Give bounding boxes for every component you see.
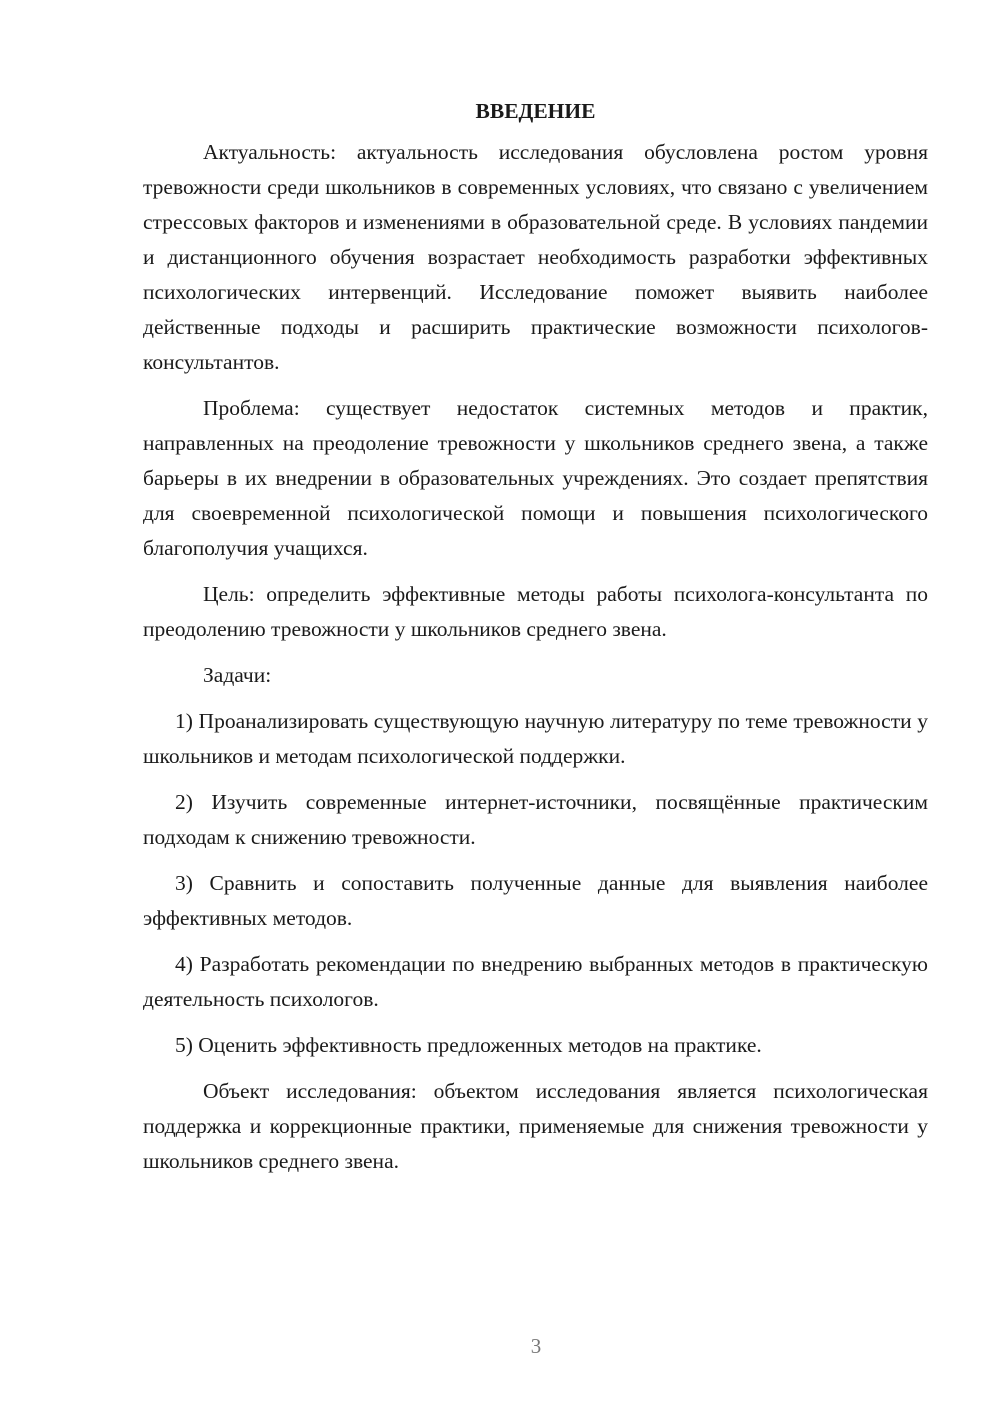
problem-paragraph: Проблема: существует недостаток системных методов и практик, направленных на преодоление тревожности у школьников среднего звена, а также барьеры в их внедрении в образовательных учреждениях. Это создает препятствия для своевременной психологической помощи и повышения психологического благополучия учащихся. bbox=[143, 396, 928, 560]
goal-paragraph: Цель: определить эффективные методы работы психолога-консультанта по преодолению тревожности у школьников среднего звена. bbox=[143, 582, 928, 641]
object-paragraph: Объект исследования: объектом исследования является психологическая поддержка и коррекционные практики, применяемые для снижения тревожности у школьников среднего звена. bbox=[143, 1079, 928, 1173]
task-item-5: 5) Оценить эффективность предложенных методов на практике. bbox=[175, 1033, 762, 1057]
page-number: 3 bbox=[530, 1334, 542, 1358]
relevance-paragraph: Актуальность: актуальность исследования обусловлена ростом уровня тревожности среди школьников в современных условиях, что связано с увеличением стрессовых факторов и изменениями в образовательной среде. В условиях пандемии и дистанционного обучения возрастает необходимость разработки эффективных психологических интервенций. Исследование поможет выявить наиболее действенные подходы и расширить практические возможности психологов-консультантов. bbox=[143, 140, 928, 374]
task-item-4: 4) Разработать рекомендации по внедрению выбранных методов в практическую деятельность психологов. bbox=[143, 952, 928, 1011]
task-item-3: 3) Сравнить и сопоставить полученные данные для выявления наиболее эффективных методов. bbox=[143, 871, 928, 930]
page-content bbox=[143, 94, 928, 1190]
task-item-2: 2) Изучить современные интернет-источники, посвящённые практическим подходам к снижению тревожности. bbox=[143, 790, 928, 849]
task-item-1: 1) Проанализировать существующую научную литературу по теме тревожности у школьников и методам психологической поддержки. bbox=[143, 709, 928, 768]
section-heading: ВВЕДЕНИЕ bbox=[475, 99, 596, 123]
tasks-title: Задачи: bbox=[203, 663, 272, 687]
